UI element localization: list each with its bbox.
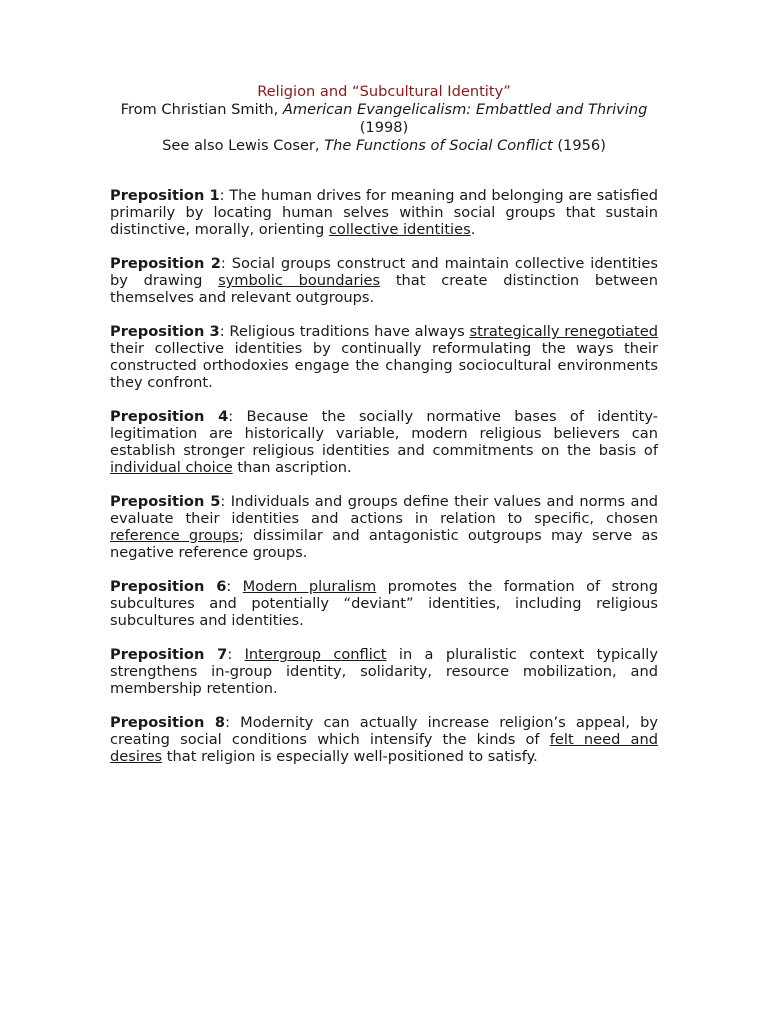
document-header: [110, 83, 658, 155]
citation-prefix: From Christian Smith,: [120, 101, 283, 118]
citation-year: (1998): [359, 119, 409, 136]
see-also-citation: [110, 137, 658, 155]
key-term: symbolic boundaries: [218, 272, 381, 289]
proposition-text: that religion is especially well-positioned to satisfy.: [162, 748, 538, 765]
key-term: collective identities: [328, 221, 471, 238]
proposition-text: : Because the socially normative bases of identity-legitimation are historically variable, modern religious believers can establish stronger religious identities and commitments on the basis of: [110, 408, 658, 459]
document-title: Religion and “Subcultural Identity”: [257, 83, 511, 100]
key-term: felt need and desires: [110, 731, 658, 765]
proposition-2: [110, 255, 658, 306]
citation-book-title: American Evangelicalism: Embattled and Thriving: [282, 101, 648, 118]
proposition-label: Preposition 8: [110, 714, 226, 731]
proposition-label: Preposition 2: [110, 255, 221, 272]
proposition-text: : The human drives for meaning and belonging are satisfied primarily by locating human selves within social groups that sustain distinctive, morally, orienting: [110, 187, 658, 238]
proposition-7: [110, 646, 658, 697]
see-also-prefix: See also Lewis Coser,: [162, 137, 325, 154]
propositions-list: [110, 187, 658, 782]
proposition-3: [110, 323, 658, 391]
proposition-text: that create distinction between themselves and relevant outgroups.: [110, 272, 658, 306]
key-term: Modern pluralism: [242, 578, 377, 595]
source-citation: [110, 101, 658, 137]
proposition-text: their collective identities by continually reformulating the ways their constructed orthodoxies engage the changing sociocultural environments they confront.: [110, 340, 658, 391]
proposition-label: Preposition 1: [110, 187, 220, 204]
proposition-label: Preposition 7: [110, 646, 228, 663]
key-term: individual choice: [110, 459, 233, 476]
proposition-text: :: [227, 646, 245, 663]
proposition-label: Preposition 3: [110, 323, 220, 340]
proposition-text: : Individuals and groups define their values and norms and evaluate their identities and actions in relation to specific, chosen: [110, 493, 658, 527]
proposition-text: : Modernity can actually increase religion’s appeal, by creating social conditions which intensify the kinds of: [110, 714, 658, 748]
proposition-label: Preposition 5: [110, 493, 221, 510]
proposition-text: .: [470, 221, 476, 238]
proposition-label: Preposition 4: [110, 408, 229, 425]
proposition-5: [110, 493, 658, 561]
proposition-text: in a pluralistic context typically strengthens in-group identity, solidarity, resource mobilization, and membership retention.: [110, 646, 658, 697]
proposition-text: promotes the formation of strong subcultures and potentially “deviant” identities, including religious subcultures and identities.: [110, 578, 658, 629]
proposition-8: [110, 714, 658, 765]
see-also-year: (1956): [552, 137, 606, 154]
proposition-text: ; dissimilar and antagonistic outgroups may serve as negative reference groups.: [110, 527, 658, 561]
key-term: strategically renegotiated: [469, 323, 659, 340]
see-also-book-title: The Functions of Social Conflict: [324, 137, 553, 154]
proposition-label: Preposition 6: [110, 578, 227, 595]
key-term: Intergroup conflict: [244, 646, 387, 663]
proposition-text: : Religious traditions have always: [219, 323, 470, 340]
proposition-4: [110, 408, 658, 476]
proposition-1: [110, 187, 658, 238]
proposition-text: : Social groups construct and maintain collective identities by drawing: [110, 255, 658, 289]
proposition-text: :: [226, 578, 243, 595]
key-term: reference groups: [110, 527, 239, 544]
proposition-6: [110, 578, 658, 629]
proposition-text: than ascription.: [232, 459, 352, 476]
